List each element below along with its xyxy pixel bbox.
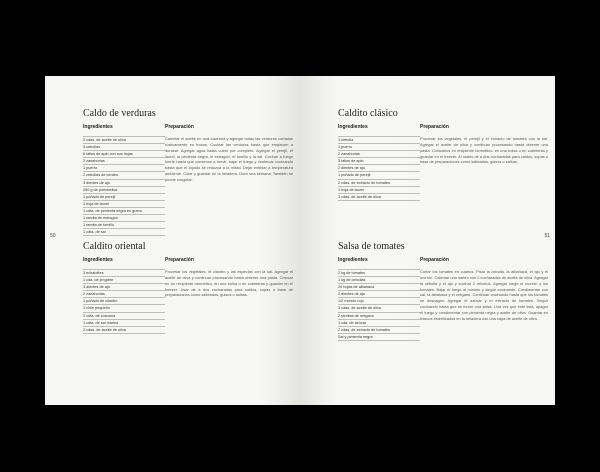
ingredient-item: 2 ramitas de orégano [338, 312, 420, 319]
preparation-text: Calentar el aceite en una cacerola y agregar todas las verduras cortadas rústicamente en trozos. Cocinar las verduras hasta que empiecen a dorarse. Agregar agua hasta cubrir por completo. Agregar el perejil, el laurel, la pimienta negra, el estragón, el tomillo y la sal. Cocinar a fuego fuerte hasta que comience a hervir, bajar el fuego y continuar cocinando hasta que el líquido se reduzca a la mitad. Dejar entibiar a temperatura ambiente. Colar y guardar en la heladera. Dura una semana. También se puede congelar. [165, 136, 293, 182]
recipe-title: Caldo de verduras [83, 108, 156, 119]
ingredient-item: 2 zanahorias [83, 290, 165, 297]
ingredient-item: 2 cdas. de aceite de oliva [83, 136, 165, 143]
ingredient-item: 1 puerro [83, 164, 165, 171]
ingredient-item: 2 cebollas de verdeo [83, 171, 165, 178]
ingredient-item: 1 chile pequeño [83, 304, 165, 311]
ingredient-item: 1 hoja de laurel [83, 200, 165, 207]
recipe-caldito-oriental [83, 241, 293, 334]
ingredient-item: 3 dientes de ajo [83, 179, 165, 186]
ingredient-item: 1 cdta. de cúrcuma [83, 312, 165, 319]
ingredients-column [338, 124, 420, 201]
ingredient-item: 1 cda. de azúcar [338, 319, 420, 326]
ingredient-item: 3 echalottes [83, 269, 165, 276]
ingredient-item: 2 zanahorias [338, 150, 420, 157]
ingredient-item: 2 zanahorias [83, 157, 165, 164]
ingredient-item: 1 cdta. de sal [83, 228, 165, 236]
ingredient-item: 20 hojas de albahaca [338, 283, 420, 290]
ingredients-list [83, 136, 165, 236]
ingredient-item: 2 cdas. de extracto de tomates [338, 179, 420, 186]
ingredient-item: 2 cdas. de extracto de tomates [338, 326, 420, 333]
ingredients-heading: Ingredientes [338, 124, 368, 130]
preparation-column [165, 257, 293, 334]
preparation-text: Procesar los vegetales, el perejil y el extracto de tomates con la sal. Agregar el aceite de oliva y continuar procesando hasta obtener una pasta. Colocarlos en recipiente hermético, en una bolsa o en cubeteras y guardar en el freezer. Al usarlo de a dos cucharadas para caldos, sopas o base de preparaciones como salteados, guisos o salsas. [420, 136, 548, 165]
ingredient-item: 1 hoja de laurel [338, 186, 420, 193]
preparation-text: Procesar los vegetales, el cilantro y las especias con la sal. Agregar el aceite de oliva y continuar procesando hasta obtener una pasta. Colocar en un recipiente hermético, en una bolsa o en cubeteras y guardar en el freezer. Usar de a dos cucharadas para caldos, sopas o base de preparaciones como salteados, guisos o salsas. [165, 269, 293, 298]
ingredient-item: 1 cebolla [338, 136, 420, 143]
book-spread [45, 76, 555, 405]
ingredient-item: 1 puñado de perejil [83, 193, 165, 200]
ingredient-item: 2 dientes de ajo [338, 164, 420, 171]
ingredient-item: 1/2 morrón rojo [338, 297, 420, 304]
preparation-heading: Preparación [165, 257, 194, 263]
preparation-column [420, 124, 548, 201]
preparation-text: Cortar los tomates en cuartos. Pisar la cebolla, la albahaca, el ajo y el morrón. Calentar una sartén con 2 cucharadas de aceite de oliva. Agregar la cebolla y el ajo y cocinar 2 minutos. Agregar luego el morrón y los tomates. Bajar el fuego al mínimo y seguir cocinando. Condimentar con sal, la albahaca y el orégano. Continuar cocinando hasta que los tomates se deshagan. Agregar el azúcar y el extracto de tomates. Seguir cocinando hasta que se forme una salsa. Una vez que esté lista, apagar el fuego y condimentar con pimienta negra y aceite de oliva. Guardar en frascos esterilizados en la heladera con una capa de aceite de oliva. [420, 269, 548, 321]
ingredient-item: 2 kg de tomates [338, 269, 420, 276]
ingredient-item: 2 dientes de ajo [338, 290, 420, 297]
ingredient-item: 1 puñado de perejil [338, 171, 420, 178]
ingredient-item: 1 cda. de jengibre [83, 276, 165, 283]
preparation-heading: Preparación [420, 257, 449, 263]
ingredients-column [83, 124, 165, 236]
ingredient-item: 6 tallos de apio con sus hojas [83, 150, 165, 157]
ingredient-item: 1 ramita de tomillo [83, 221, 165, 228]
ingredients-list [338, 136, 420, 201]
ingredients-heading: Ingredientes [338, 257, 368, 263]
ingredient-item: 250 g de portobellos [83, 186, 165, 193]
ingredients-column [338, 257, 420, 341]
ingredient-item: 1 cdta. de pimienta negra en grano [83, 207, 165, 214]
ingredient-item: 3 cebollas [83, 143, 165, 150]
right-page [300, 76, 555, 405]
preparation-column [165, 124, 293, 236]
preparation-heading: Preparación [420, 124, 449, 130]
recipe-title: Caldito clásico [338, 108, 398, 119]
ingredients-heading: Ingredientes [83, 124, 113, 130]
page-number-right: 51 [544, 233, 550, 239]
left-page [45, 76, 300, 405]
ingredient-item: 3 tallos de apio [338, 157, 420, 164]
recipe-caldito-clasico [338, 108, 548, 201]
recipe-title: Caldito oriental [83, 241, 146, 252]
ingredient-item: 3 dientes de ajo [83, 283, 165, 290]
preparation-heading: Preparación [165, 124, 194, 130]
ingredient-item: 3 cdas. de aceite de oliva [338, 193, 420, 201]
recipe-caldo-de-verduras [83, 108, 293, 236]
ingredients-list [83, 269, 165, 334]
ingredients-list [338, 269, 420, 341]
ingredient-item: 1 puñado de cilantro [83, 297, 165, 304]
ingredient-item: 2 cdas. de aceite de oliva [83, 326, 165, 334]
ingredient-item: 1 cdta. de sal marina [83, 319, 165, 326]
ingredients-heading: Ingredientes [83, 257, 113, 263]
ingredient-item: 3 cdas. de aceite de oliva [338, 304, 420, 311]
ingredient-item: 1 ramita de estragón [83, 214, 165, 221]
recipe-salsa-de-tomates [338, 241, 548, 341]
ingredient-item: 1 puerro [338, 143, 420, 150]
page-number-left: 50 [50, 233, 56, 239]
ingredient-item: Sal y pimienta negra [338, 333, 420, 341]
ingredient-item: 1 kg de cebollas [338, 276, 420, 283]
recipe-title: Salsa de tomates [338, 241, 405, 252]
ingredients-column [83, 257, 165, 334]
preparation-column [420, 257, 548, 341]
